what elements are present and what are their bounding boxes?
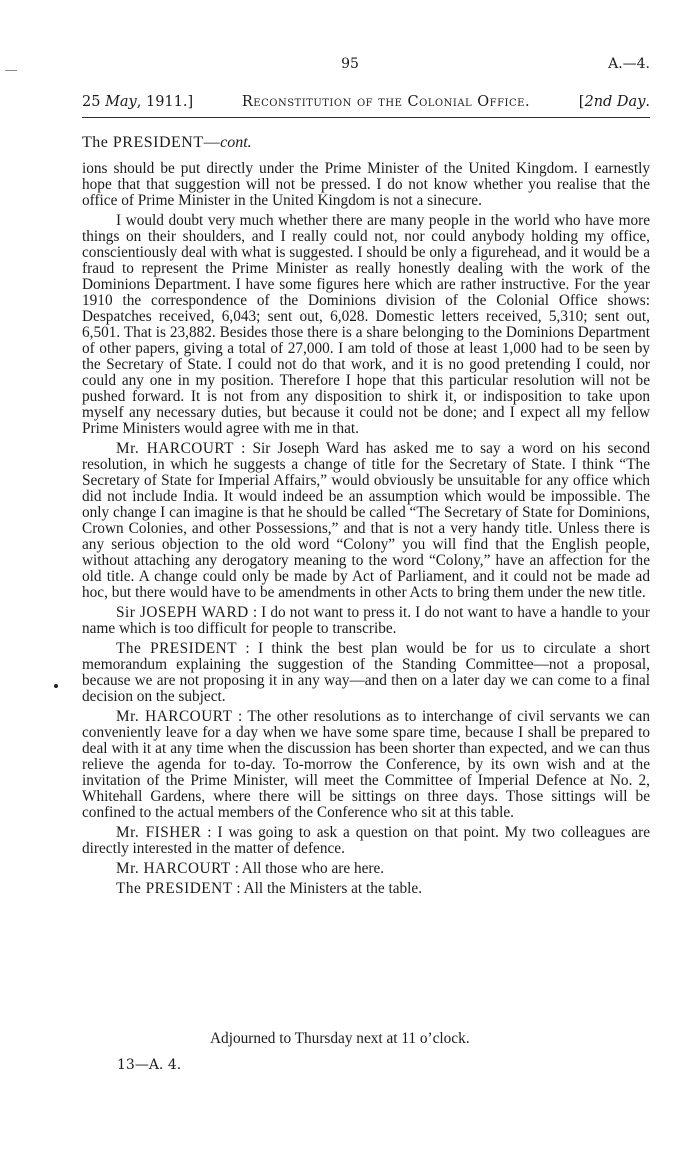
speaker-name: Mr. HARCOURT bbox=[116, 860, 231, 877]
continuation-heading: The PRESIDENT—cont. bbox=[82, 134, 252, 151]
speech-paragraph: The PRESIDENT : I think the best plan would be for us to circulate a short memorandum explaining the suggestion of the Standing Committee—not a proposal, because we are not proposing it in any way—and then on a later day we can come to a final decision on the subject. bbox=[82, 640, 650, 705]
speaker-name: Mr. HARCOURT bbox=[116, 708, 233, 725]
margin-dot bbox=[54, 684, 58, 688]
speech-paragraph: Mr. HARCOURT : The other resolutions as to interchange of civil servants we can conveniently leave for a day when we have some spare time, because I shall be prepared to deal with it at any time when the discussion has been shorter than expected, and we can thus relieve the agenda for to-day. To-morrow the Conference, by its own wish and at the invitation of the Prime Minister, will meet the Committee of Imperial Defence at No. 2, Whitehall Gardens, where there will be sittings on three days. Those sittings will be confined to the actual members of the Conference who sit at this table. bbox=[82, 708, 650, 821]
page-number: 95 bbox=[341, 56, 359, 72]
footer-reference: 13—A. 4. bbox=[117, 1057, 182, 1073]
speech-paragraph: Sir JOSEPH WARD : I do not want to press it. I do not want to have a handle to your name which is too difficult for people to transcribe. bbox=[82, 604, 651, 637]
speech-paragraph: Mr. HARCOURT : Sir Joseph Ward has asked me to say a word on his second resolution, in which he suggests a change of title for the Secretary of State. I think “The Secretary of State for Imperial Affairs,” would obviously be unsuitable for any office which did not include India. It would indeed be an assumption which would be impossible. The only change I can imagine is that he should be called “The Secretary of State for Dominions, Crown Colonies, and other Possessions,” and that is not a very handy title. Unless there is any serious objection to the old word “Colony” you will find that the English people, without attaching any derogatory meaning to the word “Colony,” have an affection for the old title. A change could only be made by Act of Parliament, and it could not be made ad hoc, but there would have to be amendments in other Acts to bring them under the new title. bbox=[82, 440, 650, 601]
speaker-name: Mr. HARCOURT bbox=[116, 440, 235, 457]
transcript-body bbox=[82, 135, 650, 901]
speaker-name: Mr. FISHER bbox=[116, 824, 202, 841]
header-title: Reconstitution of the Colonial Office. bbox=[241, 94, 531, 110]
header-day: [2nd Day. bbox=[578, 94, 650, 110]
header-date: 25 May, 1911.] bbox=[82, 94, 194, 110]
speech-paragraph: Mr. FISHER : I was going to ask a question on that point. My two colleagues are directly interested in the matter of defence. bbox=[82, 824, 651, 857]
paragraph: I would doubt very much whether there are many people in the world who have more things on their shoulders, and I really could not, nor could anybody holding my office, conscientiously deal with what is suggested. I should be only a figurehead, and it would be a fraud to represent the Prime Minister as really honestly dealing with the work of the Dominions Department. I have some figures here which are rather instructive. For the year 1910 the correspondence of the Dominions division of the Colonial Office shows: Despatches received, 6,043; sent out, 6,028. Domestic letters received, 5,310; sent out, 6,501. That is 23,882. Besides those there is a share belonging to the Dominions Department of other papers, giving a total of 27,000. I am told of those at least 1,000 had to be seen by the Secretary of State. I could not do that work, and it is no good pretending I could, nor could any one in my position. Therefore I hope that this particular resolution will not be pushed forward. It is not from any disposition to shirk it, or indisposition to take upon myself any necessary duties, but because it could not be done; and I expect all my fellow Prime Ministers would agree with me in that. bbox=[82, 212, 650, 437]
running-header bbox=[82, 94, 650, 118]
speech-paragraph: The PRESIDENT : All the Ministers at the table. bbox=[116, 880, 423, 897]
document-reference: A.—4. bbox=[608, 56, 650, 72]
adjournment-note: Adjourned to Thursday next at 11 o’clock. bbox=[210, 1030, 470, 1047]
speaker-name: Sir JOSEPH WARD bbox=[116, 604, 249, 621]
speaker-name: The PRESIDENT bbox=[116, 640, 238, 657]
speech-paragraph: Mr. HARCOURT : All those who are here. bbox=[116, 860, 385, 877]
paragraph: ions should be put directly under the Prime Minister of the United Kingdom. I earnestly hope that that suggestion will not be pressed. I do not know whether you realise that the office of Prime Minister in the United Kingdom is not a sinecure. bbox=[82, 160, 650, 209]
speaker-name: The PRESIDENT bbox=[116, 880, 233, 897]
